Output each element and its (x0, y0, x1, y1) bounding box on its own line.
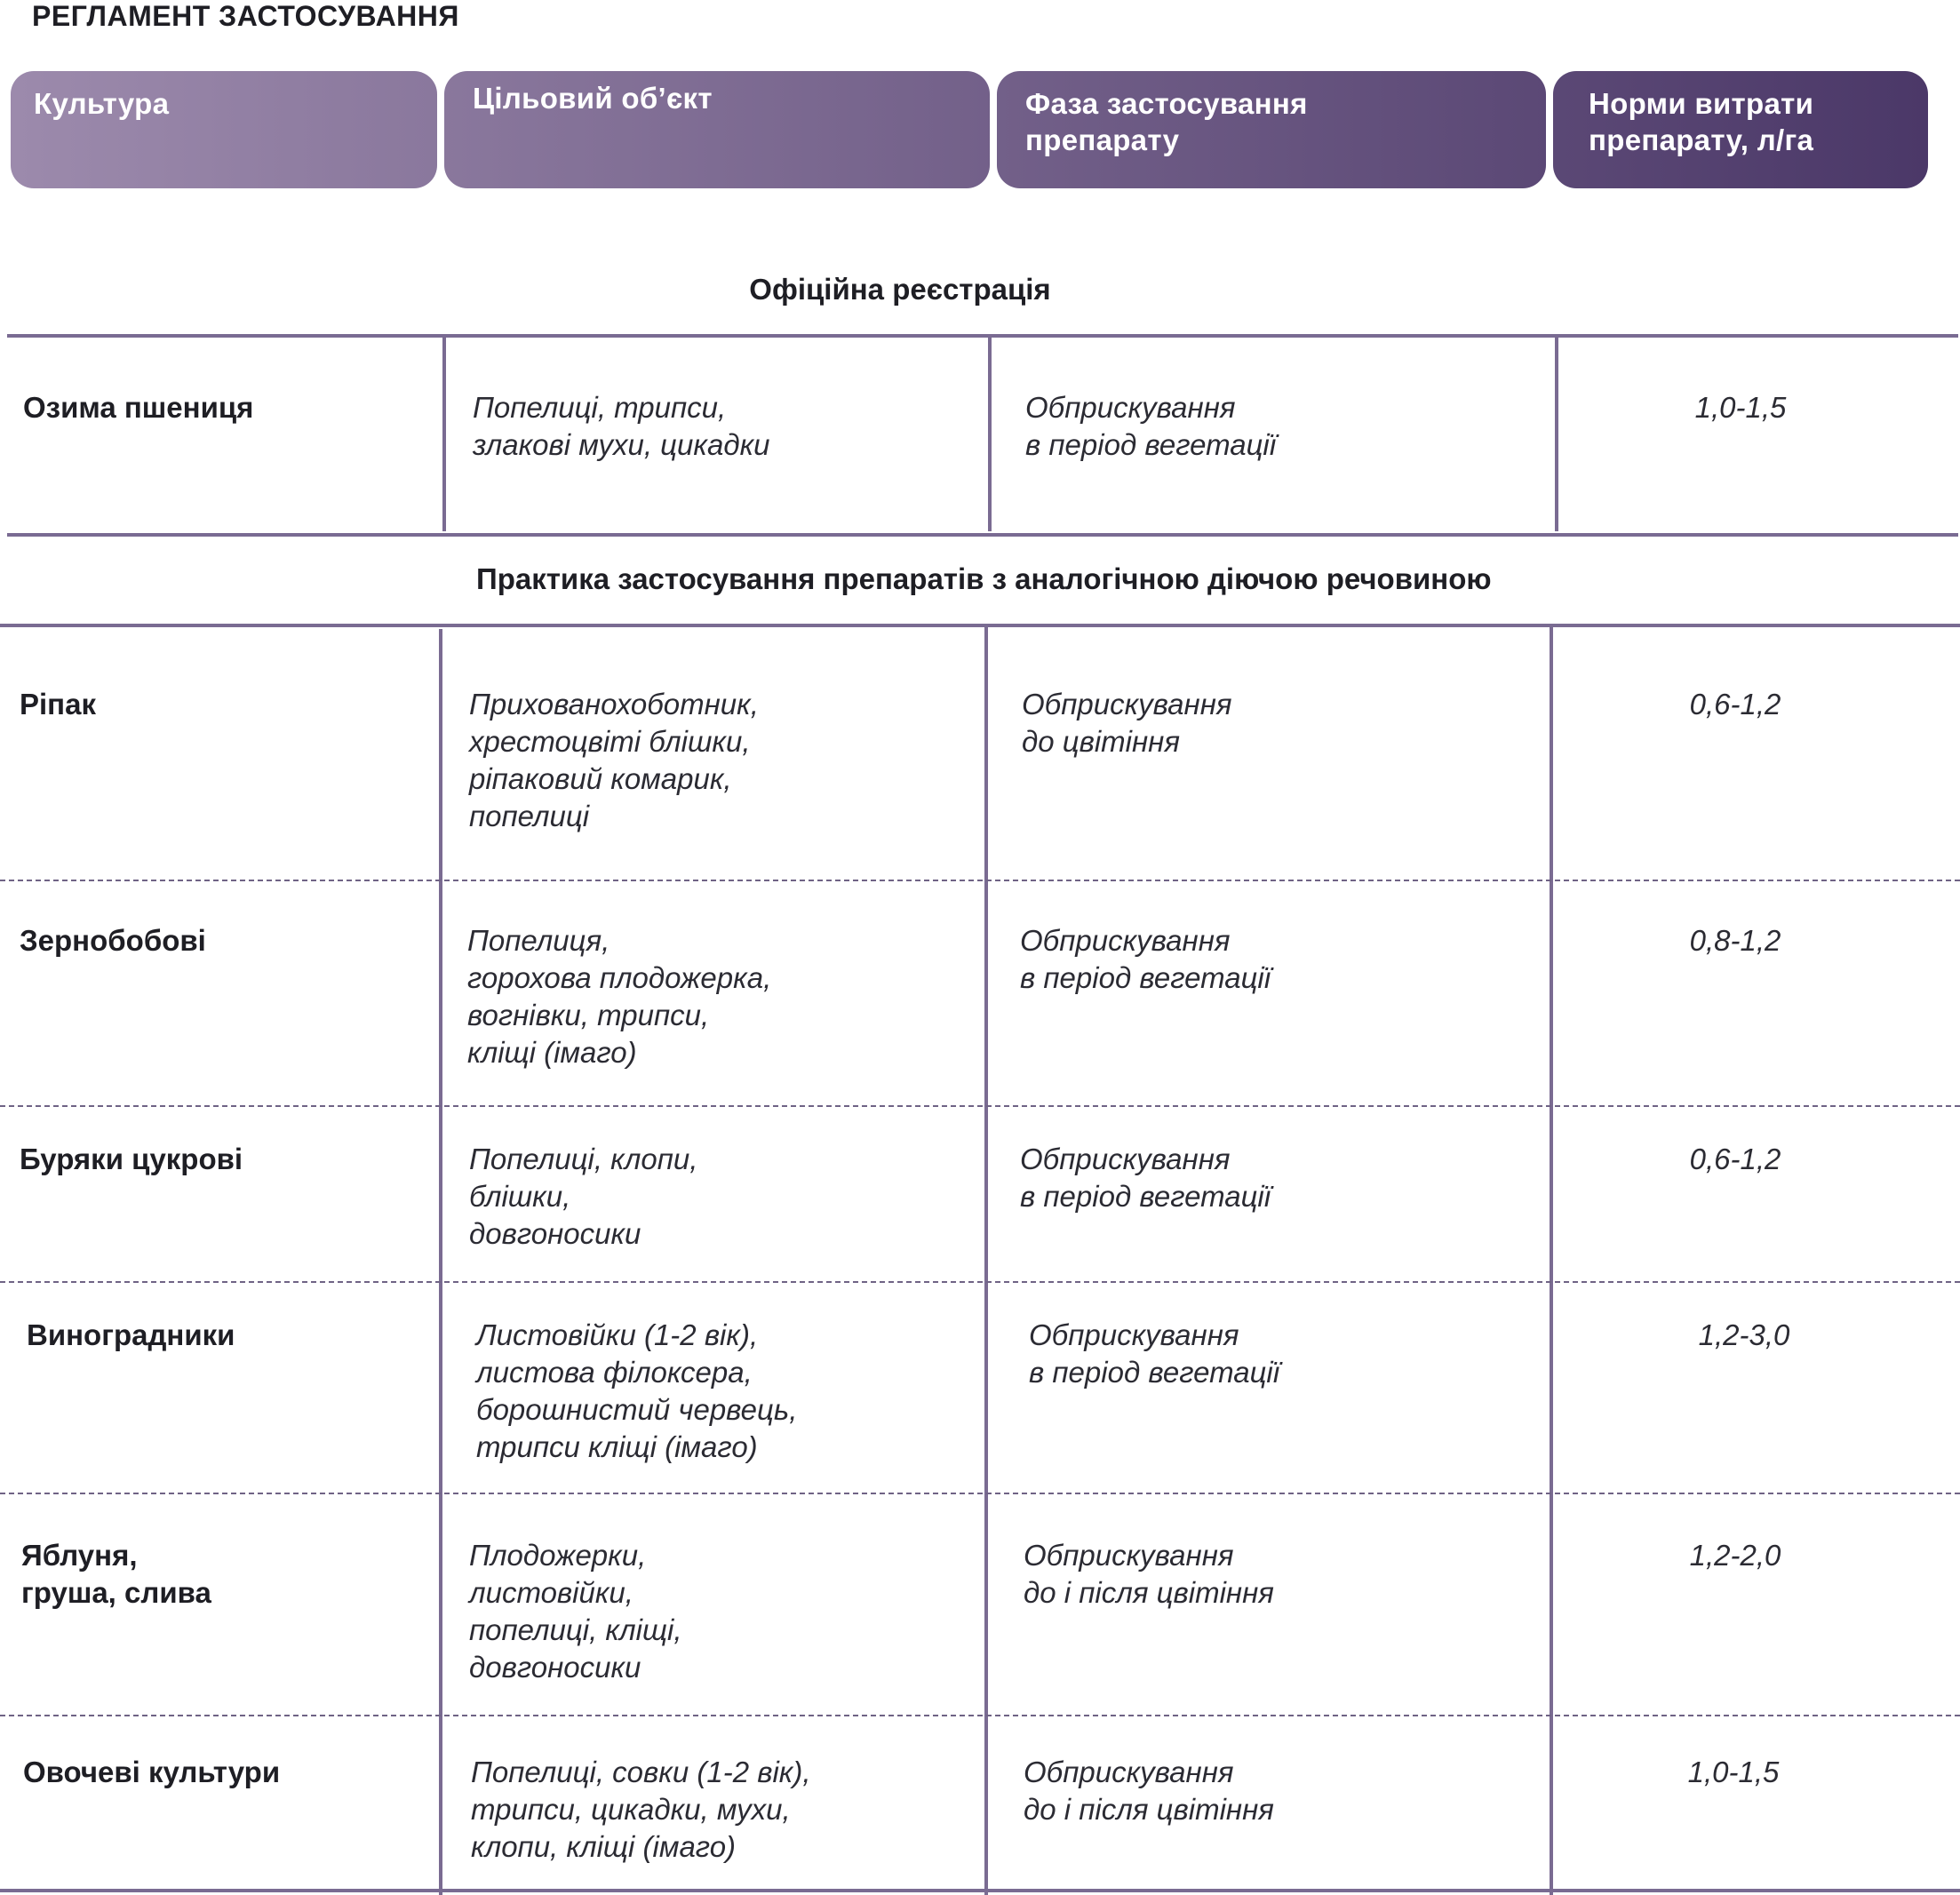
practice-rate: 1,2-3,0 (1698, 1318, 1790, 1351)
practice-crop: Зернобобові (20, 924, 206, 957)
practice-phase: Обприскування до і після цвітіння (1024, 1756, 1274, 1826)
column-divider (439, 629, 442, 1895)
practice-crop: Виноградники (27, 1318, 235, 1351)
section-divider (7, 533, 1958, 537)
official-phase: Обприскування в період вегетації (1025, 391, 1277, 461)
practice-rate: 1,2-2,0 (1689, 1539, 1781, 1572)
header-culture (11, 71, 437, 188)
practice-crop: Ріпак (20, 688, 96, 721)
row-divider (0, 880, 1960, 881)
header-target (444, 71, 990, 188)
practice-target: Попелиці, клопи, блішки, довгоносики (469, 1143, 698, 1250)
practice-rate: 0,6-1,2 (1689, 1143, 1781, 1175)
practice-rate: 0,8-1,2 (1689, 924, 1781, 957)
official-target: Попелиці, трипси, злакові мухи, цикадки (473, 391, 770, 461)
practice-rate: 0,6-1,2 (1689, 688, 1781, 721)
header-culture-label: Культура (34, 87, 170, 120)
practice-phase: Обприскування в період вегетації (1029, 1318, 1280, 1389)
header-rate (1553, 71, 1928, 188)
practice-crop: Яблуня, груша, слива (21, 1539, 211, 1609)
column-divider (988, 336, 992, 531)
practice-phase: Обприскування до і після цвітіння (1024, 1539, 1274, 1609)
practice-target: Попелиця, горохова плодожерка, вогнівки, трипси, кліщі (імаго) (467, 924, 772, 1069)
section-official-title: Офіційна реєстрація (749, 273, 1051, 306)
page-title: РЕГЛАМЕНТ ЗАСТОСУВАННЯ (32, 0, 459, 32)
row-divider (0, 1715, 1960, 1716)
section-divider (7, 334, 1958, 338)
practice-phase: Обприскування до цвітіння (1022, 688, 1232, 758)
section-divider (0, 624, 1960, 627)
column-divider (1550, 625, 1553, 1895)
practice-target: Плодожерки, листовійки, попелиці, кліщі, довгоносики (469, 1539, 682, 1684)
column-divider (1555, 336, 1558, 531)
row-divider (0, 1493, 1960, 1494)
practice-target: Листовійки (1-2 вік), листова філоксера, борошнистий червець, трипси кліщі (імаго) (476, 1318, 798, 1463)
practice-phase: Обприскування в період вегетації (1020, 924, 1271, 994)
header-rate-label: Норми витрати препарату, л/га (1589, 87, 1814, 156)
practice-target: Прихованохоботник, хрестоцвіті блішки, ріпаковий комарик, попелиці (469, 688, 759, 832)
row-divider (0, 1281, 1960, 1283)
practice-rate: 1,0-1,5 (1687, 1756, 1780, 1788)
column-divider (984, 625, 988, 1895)
practice-crop: Буряки цукрові (20, 1143, 243, 1175)
header-phase-label: Фаза застосування препарату (1025, 87, 1308, 156)
column-divider (442, 336, 446, 531)
header-phase (997, 71, 1546, 188)
header-target-label: Цільовий об’єкт (473, 82, 713, 115)
practice-phase: Обприскування в період вегетації (1020, 1143, 1271, 1213)
section-practice-title: Практика застосування препаратів з аналогічною діючою речовиною (476, 562, 1492, 595)
official-crop: Озима пшениця (23, 391, 254, 424)
practice-crop: Овочеві культури (23, 1756, 281, 1788)
official-rate: 1,0-1,5 (1694, 391, 1787, 424)
row-divider (0, 1105, 1960, 1107)
table-bottom-rule (0, 1889, 1960, 1892)
practice-target: Попелиці, совки (1-2 вік), трипси, цикадки, мухи, клопи, кліщі (імаго) (471, 1756, 811, 1863)
